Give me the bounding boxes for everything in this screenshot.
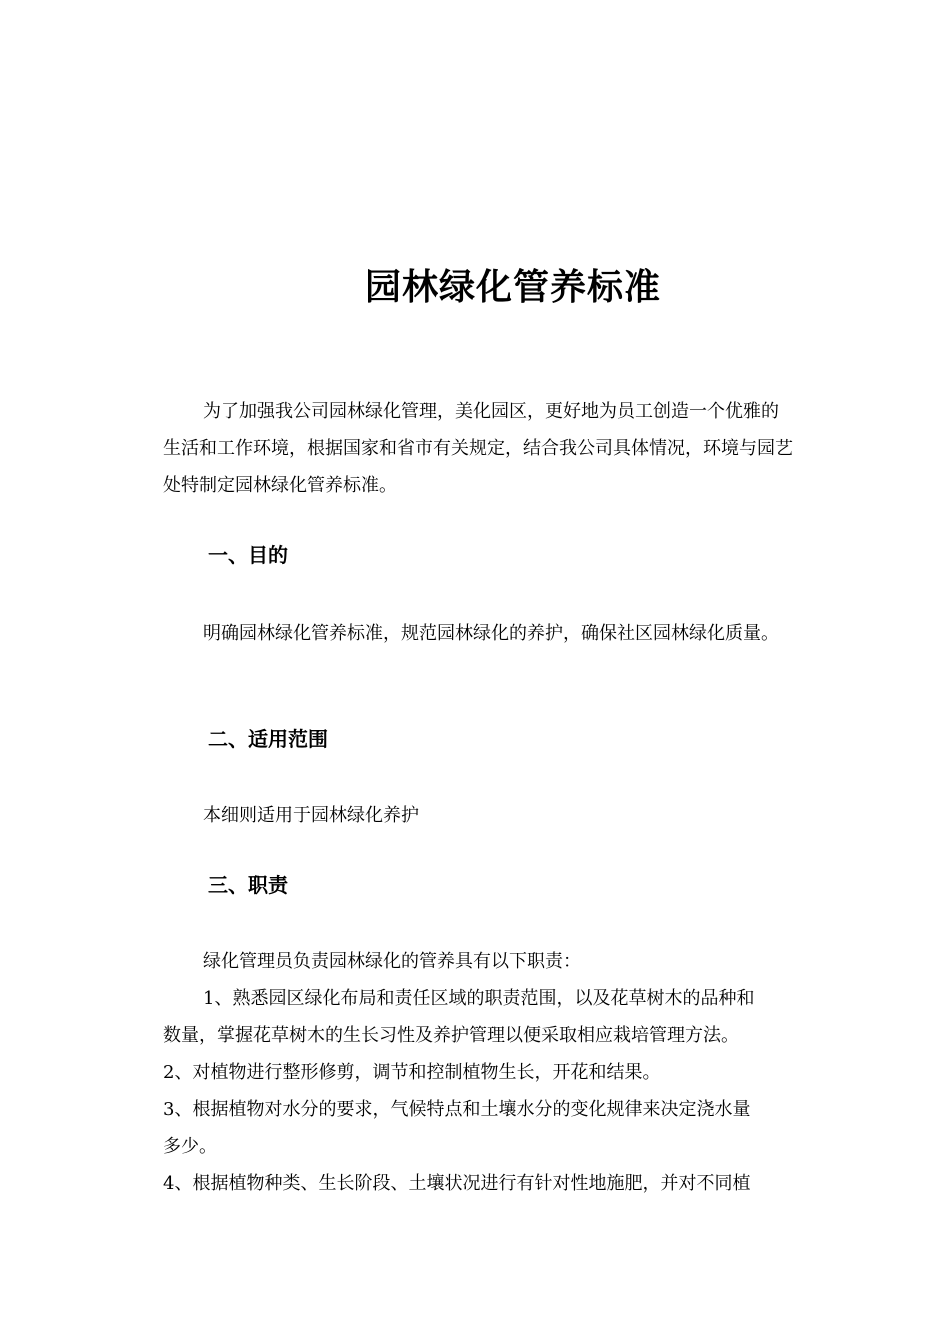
duty-item-line: 4、根据植物种类、生长阶段、土壤状况进行有针对性地施肥，并对不同植 (163, 1173, 751, 1194)
duty-item-line: 2、对植物进行整形修剪，调节和控制植物生长，开花和结果。 (163, 1062, 661, 1083)
intro-paragraph: 为了加强我公司园林绿化管理，美化园区，更好地为员工创造一个优雅的生活和工作环境，根据国家和省市有关规定，结合我公司具体情况，环境与园艺处特制定园林绿化管养标准。 (163, 401, 793, 496)
section-heading-purpose: 一、目的 (208, 543, 288, 567)
duty-item-line: 多少。 (163, 1136, 217, 1157)
section-heading-scope: 二、适用范围 (208, 727, 328, 751)
section-heading-duties: 三、职责 (208, 873, 288, 897)
duty-item-line: 3、根据植物对水分的要求，气候特点和土壤水分的变化规律来决定浇水量 (163, 1099, 751, 1120)
scope-paragraph: 本细则适用于园林绿化养护 (203, 805, 419, 826)
document-title: 园林绿化管养标准 (364, 267, 661, 308)
duty-item-line: 数量，掌握花草树木的生长习性及养护管理以便采取相应栽培管理方法。 (163, 1025, 739, 1046)
duties-intro-line: 绿化管理员负责园林绿化的管养具有以下职责： (203, 951, 581, 972)
purpose-paragraph: 明确园林绿化管养标准，规范园林绿化的养护，确保社区园林绿化质量。 (203, 623, 779, 644)
duty-item-line: 1、熟悉园区绿化布局和责任区域的职责范围，以及花草树木的品种和 (203, 988, 755, 1009)
